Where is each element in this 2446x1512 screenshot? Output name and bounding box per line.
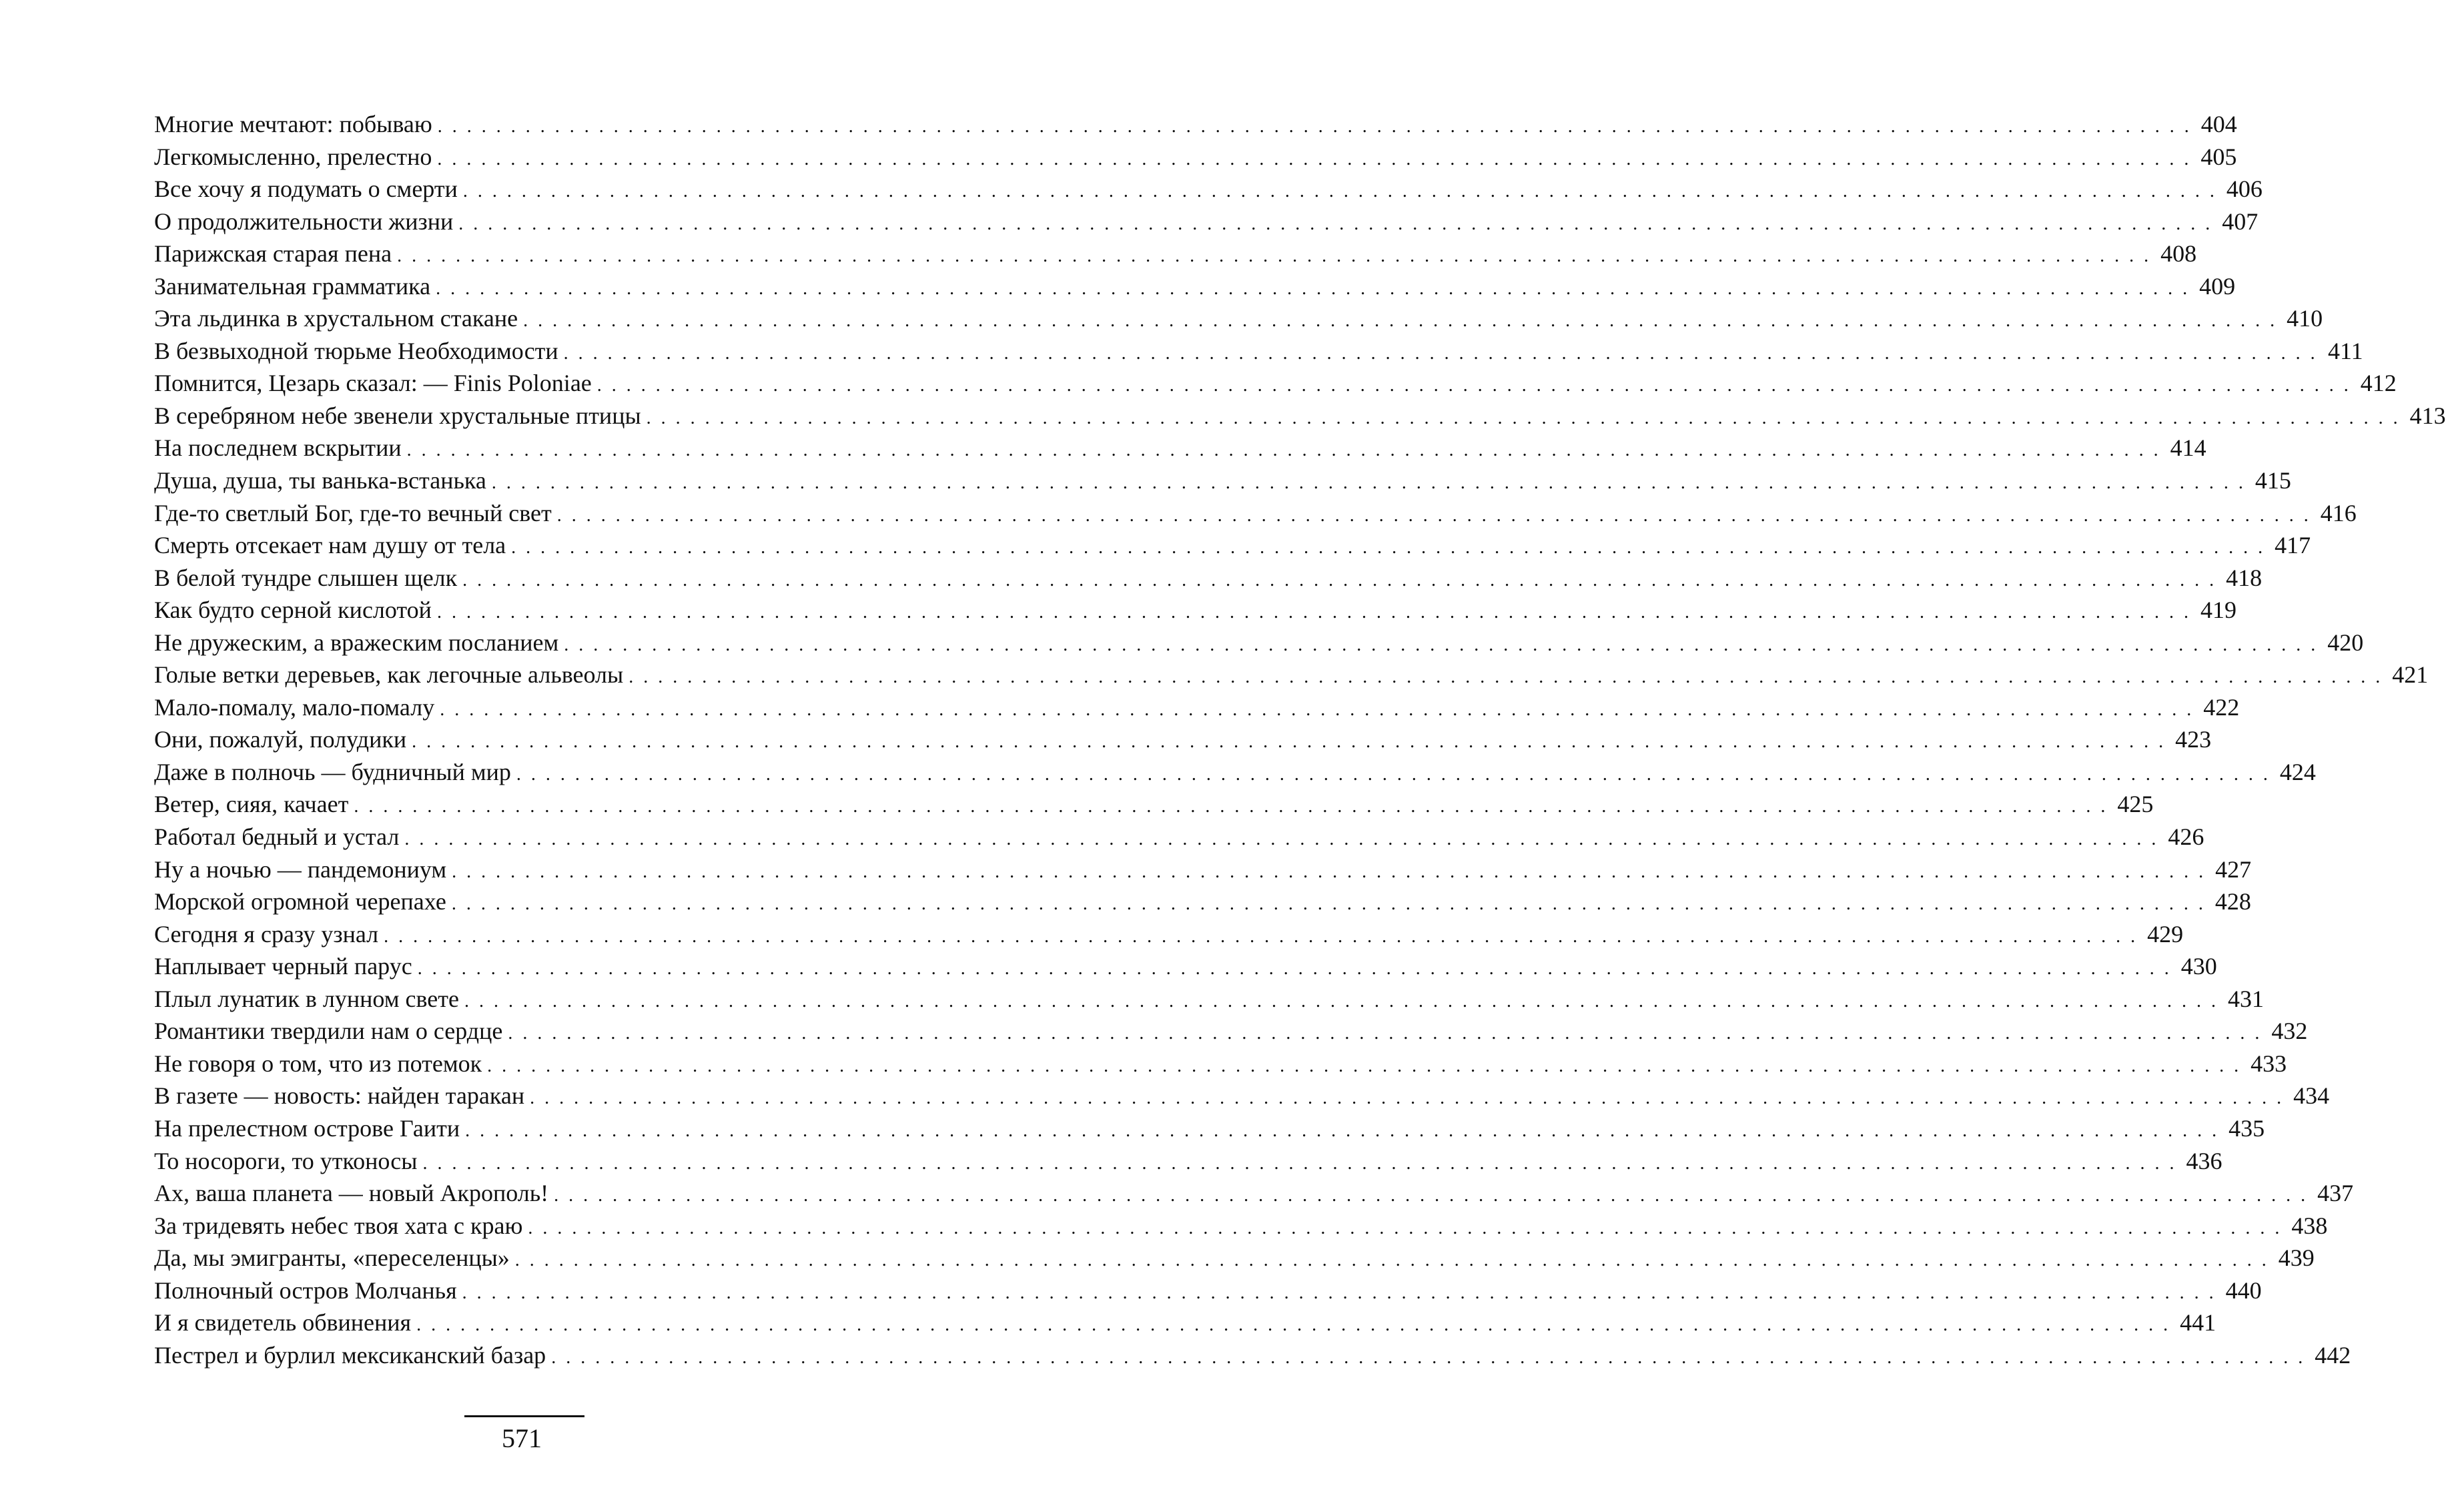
toc-dot-leader: . . . . . . . . . . . . . . . . . . . . . . . . . . . . . . . . . . . . . . . . . . . . . . . . . . . . . . . . . . . . . . . . . . . . . . . . . . . . . . . . . . . . . . . . . . . . . . . . . . . . . . . . . . . . . . . . . . . . . . . . (556, 504, 2311, 526)
toc-entry-title: Ну а ночью — пандемониум (154, 855, 447, 883)
toc-entry-page: 423 (2175, 726, 2212, 753)
toc-entry-title: О продолжительности жизни (154, 208, 454, 235)
toc-entry (154, 983, 2264, 1016)
toc-dot-leader: . . . . . . . . . . . . . . . . . . . . . . . . . . . . . . . . . . . . . . . . . . . . . . . . . . . . . . . . . . . . . . . . . . . . . . . . . . . . . . . . . . . . . . . . . . . . . . . . . . . . . . . . . . . . . . . . . . . . . . . . (523, 310, 2278, 332)
toc-dot-leader: . . . . . . . . . . . . . . . . . . . . . . . . . . . . . . . . . . . . . . . . . . . . . . . . . . . . . . . . . . . . . . . . . . . . . . . . . . . . . . . . . . . . . . . . . . . . . . . . . . . . . . . . . . . . . . . . . . . . . . . . (528, 1217, 2283, 1238)
footer-divider (464, 1415, 584, 1417)
toc-entry-title: Мало-помалу, мало-помалу (154, 693, 435, 721)
toc-entry (154, 885, 2251, 918)
toc-entry (154, 950, 2217, 983)
toc-entry-page: 426 (2168, 823, 2204, 851)
toc-entry (154, 1080, 2330, 1112)
toc-entry-title: Да, мы эмигранты, «переселенцы» (154, 1244, 510, 1272)
toc-dot-leader: . . . . . . . . . . . . . . . . . . . . . . . . . . . . . . . . . . . . . . . . . . . . . . . . . . . . . . . . . . . . . . . . . . . . . . . . . . . . . . . . . . . . . . . . . . . . . . . . . . . . . . . . . . . . . . . . . . . . . . . . (422, 1152, 2177, 1174)
toc-entry-title: Голые ветки деревьев, как легочные альвеолы (154, 661, 624, 689)
toc-entry (154, 756, 2316, 789)
toc-entry-page: 410 (2287, 305, 2323, 332)
toc-entry-page: 427 (2215, 855, 2252, 883)
toc-entry-page: 429 (2147, 920, 2184, 948)
toc-entry-page: 422 (2203, 693, 2240, 721)
toc-dot-leader: . . . . . . . . . . . . . . . . . . . . . . . . . . . . . . . . . . . . . . . . . . . . . . . . . . . . . . . . . . . . . . . . . . . . . . . . . . . . . . . . . . . . . . . . . . . . . . . . . . . . . . . . . . . . . . . . . . . . . . . . (629, 667, 2383, 688)
toc-entry (154, 627, 2364, 659)
toc-entry-page: 425 (2117, 791, 2154, 818)
toc-entry-page: 430 (2180, 953, 2217, 980)
toc-entry-page: 439 (2278, 1244, 2315, 1272)
toc-entry-title: Морской огромной черепахе (154, 888, 446, 915)
toc-entry (154, 173, 2263, 206)
toc-entry-title: Эта льдинка в хрустальном стакане (154, 305, 518, 332)
toc-entry (154, 659, 2429, 691)
toc-entry (154, 821, 2204, 853)
toc-dot-leader: . . . . . . . . . . . . . . . . . . . . . . . . . . . . . . . . . . . . . . . . . . . . . . . . . . . . . . . . . . . . . . . . . . . . . . . . . . . . . . . . . . . . . . . . . . . . . . . . . . . . . . . . . . . . . . . . . . . . . . . . (437, 148, 2192, 169)
toc-dot-leader: . . . . . . . . . . . . . . . . . . . . . . . . . . . . . . . . . . . . . . . . . . . . . . . . . . . . . . . . . . . . . . . . . . . . . . . . . . . . . . . . . . . . . . . . . . . . . . . . . . . . . . . . . . . . . . . . . . . . . . . . (440, 699, 2194, 720)
toc-entry (154, 464, 2291, 497)
toc-entry (154, 594, 2236, 627)
toc-entry (154, 529, 2311, 562)
toc-dot-leader: . . . . . . . . . . . . . . . . . . . . . . . . . . . . . . . . . . . . . . . . . . . . . . . . . . . . . . . . . . . . . . . . . . . . . . . . . . . . . . . . . . . . . . . . . . . . . . . . . . . . . . . . . . . . . . . . . . . . . . . . (462, 181, 2217, 202)
toc-entry-title: Ах, ваша планета — новый Акрополь! (154, 1180, 549, 1207)
toc-entry-page: 418 (2226, 564, 2263, 591)
toc-entry (154, 141, 2237, 173)
toc-entry-page: 431 (2227, 985, 2264, 1012)
toc-dot-leader: . . . . . . . . . . . . . . . . . . . . . . . . . . . . . . . . . . . . . . . . . . . . . . . . . . . . . . . . . . . . . . . . . . . . . . . . . . . . . . . . . . . . . . . . . . . . . . . . . . . . . . . . . . . . . . . . . . . . . . . . (530, 1088, 2285, 1109)
toc-entry-title: Занимательная грамматика (154, 272, 431, 300)
toc-dot-leader: . . . . . . . . . . . . . . . . . . . . . . . . . . . . . . . . . . . . . . . . . . . . . . . . . . . . . . . . . . . . . . . . . . . . . . . . . . . . . . . . . . . . . . . . . . . . . . . . . . . . . . . . . . . . . . . . . . . . . . . . (354, 796, 2108, 817)
toc-entry-page: 417 (2275, 532, 2311, 559)
toc-dot-leader: . . . . . . . . . . . . . . . . . . . . . . . . . . . . . . . . . . . . . . . . . . . . . . . . . . . . . . . . . . . . . . . . . . . . . . . . . . . . . . . . . . . . . . . . . . . . . . . . . . . . . . . . . . . . . . . . . . . . . . . . (491, 472, 2246, 494)
toc-entry-page: 416 (2320, 499, 2357, 526)
toc-entry-page: 434 (2293, 1082, 2330, 1110)
toc-entry (154, 108, 2237, 141)
toc-entry-title: Романтики твердили нам о сердце (154, 1018, 503, 1045)
toc-entry-title: Сегодня я сразу узнал (154, 920, 379, 948)
toc-dot-leader: . . . . . . . . . . . . . . . . . . . . . . . . . . . . . . . . . . . . . . . . . . . . . . . . . . . . . . . . . . . . . . . . . . . . . . . . . . . . . . . . . . . . . . . . . . . . . . . . . . . . . . . . . . . . . . . . . . . . . . . . (462, 1282, 2216, 1303)
toc-entry-title: В безвыходной тюрьме Необходимости (154, 337, 558, 364)
toc-entry-title: На последнем вскрытии (154, 434, 402, 462)
toc-entry-title: Как будто серной кислотой (154, 597, 432, 624)
toc-dot-leader: . . . . . . . . . . . . . . . . . . . . . . . . . . . . . . . . . . . . . . . . . . . . . . . . . . . . . . . . . . . . . . . . . . . . . . . . . . . . . . . . . . . . . . . . . . . . . . . . . . . . . . . . . . . . . . . . . . . . . . . . (436, 602, 2191, 623)
toc-entry-title: В белой тундре слышен щелк (154, 564, 458, 591)
toc-dot-leader: . . . . . . . . . . . . . . . . . . . . . . . . . . . . . . . . . . . . . . . . . . . . . . . . . . . . . . . . . . . . . . . . . . . . . . . . . . . . . . . . . . . . . . . . . . . . . . . . . . . . . . . . . . . . . . . . . . . . . . . . (563, 342, 2318, 364)
toc-entry-page: 428 (2214, 888, 2251, 915)
toc-entry (154, 270, 2236, 303)
toc-entry (154, 238, 2197, 270)
toc-entry (154, 1210, 2328, 1242)
toc-entry (154, 1112, 2265, 1145)
toc-dot-leader: . . . . . . . . . . . . . . . . . . . . . . . . . . . . . . . . . . . . . . . . . . . . . . . . . . . . . . . . . . . . . . . . . . . . . . . . . . . . . . . . . . . . . . . . . . . . . . . . . . . . . . . . . . . . . . . . . . . . . . . . (416, 1314, 2171, 1336)
toc-entry (154, 853, 2252, 886)
toc-entry (154, 1274, 2262, 1307)
toc-dot-leader: . . . . . . . . . . . . . . . . . . . . . . . . . . . . . . . . . . . . . . . . . . . . . . . . . . . . . . . . . . . . . . . . . . . . . . . . . . . . . . . . . . . . . . . . . . . . . . . . . . . . . . . . . . . . . . . . . . . . . . . . (436, 278, 2190, 299)
toc-dot-leader: . . . . . . . . . . . . . . . . . . . . . . . . . . . . . . . . . . . . . . . . . . . . . . . . . . . . . . . . . . . . . . . . . . . . . . . . . . . . . . . . . . . . . . . . . . . . . . . . . . . . . . . . . . . . . . . . . . . . . . . . (404, 829, 2159, 850)
toc-dot-leader: . . . . . . . . . . . . . . . . . . . . . . . . . . . . . . . . . . . . . . . . . . . . . . . . . . . . . . . . . . . . . . . . . . . . . . . . . . . . . . . . . . . . . . . . . . . . . . . . . . . . . . . . . . . . . . . . . . . . . . . . (646, 407, 2401, 428)
toc-entry-title: Все хочу я подумать о смерти (154, 175, 458, 203)
toc-entry-title: Даже в полночь — будничный мир (154, 758, 511, 785)
toc-entry-page: 436 (2186, 1147, 2222, 1174)
toc-entry-title: В серебряном небе звенели хрустальные птицы (154, 402, 641, 429)
toc-entry-title: На прелестном острове Гаити (154, 1114, 460, 1142)
toc-dot-leader: . . . . . . . . . . . . . . . . . . . . . . . . . . . . . . . . . . . . . . . . . . . . . . . . . . . . . . . . . . . . . . . . . . . . . . . . . . . . . . . . . . . . . . . . . . . . . . . . . . . . . . . . . . . . . . . . . . . . . . . . (596, 375, 2351, 396)
toc-entry (154, 1048, 2287, 1080)
toc-entry (154, 562, 2263, 595)
toc-entry-title: Ветер, сияя, качает (154, 791, 349, 818)
toc-entry-title: Многие мечтают: побываю (154, 111, 432, 137)
toc-entry-title: За тридевять небес твоя хата с краю (154, 1212, 523, 1239)
toc-entry (154, 1242, 2315, 1274)
toc-entry (154, 723, 2212, 756)
toc-entry-title: И я свидетель обвинения (154, 1309, 412, 1337)
toc-entry-title: То носороги, то утконосы (154, 1147, 418, 1174)
toc-dot-leader: . . . . . . . . . . . . . . . . . . . . . . . . . . . . . . . . . . . . . . . . . . . . . . . . . . . . . . . . . . . . . . . . . . . . . . . . . . . . . . . . . . . . . . . . . . . . . . . . . . . . . . . . . . . . . . . . . . . . . . . . (511, 537, 2266, 558)
toc-entry-title: В газете — новость: найден таракан (154, 1082, 525, 1110)
toc-dot-leader: . . . . . . . . . . . . . . . . . . . . . . . . . . . . . . . . . . . . . . . . . . . . . . . . . . . . . . . . . . . . . . . . . . . . . . . . . . . . . . . . . . . . . . . . . . . . . . . . . . . . . . . . . . . . . . . . . . . . . . . . (451, 893, 2206, 915)
toc-entry (154, 1306, 2216, 1339)
toc-dot-leader: . . . . . . . . . . . . . . . . . . . . . . . . . . . . . . . . . . . . . . . . . . . . . . . . . . . . . . . . . . . . . . . . . . . . . . . . . . . . . . . . . . . . . . . . . . . . . . . . . . . . . . . . . . . . . . . . . . . . . . . . (384, 925, 2138, 947)
toc-dot-leader: . . . . . . . . . . . . . . . . . . . . . . . . . . . . . . . . . . . . . . . . . . . . . . . . . . . . . . . . . . . . . . . . . . . . . . . . . . . . . . . . . . . . . . . . . . . . . . . . . . . . . . . . . . . . . . . . . . . . . . . . (417, 958, 2172, 980)
toc-entry-title: Плыл лунатик в лунном свете (154, 985, 459, 1012)
toc-entry-title: Наплывает черный парус (154, 953, 412, 980)
toc-entry-page: 409 (2199, 272, 2236, 300)
toc-entry-title: Полночный остров Молчанья (154, 1276, 457, 1304)
toc-entry (154, 432, 2206, 464)
table-of-contents (154, 108, 2446, 1371)
toc-dot-leader: . . . . . . . . . . . . . . . . . . . . . . . . . . . . . . . . . . . . . . . . . . . . . . . . . . . . . . . . . . . . . . . . . . . . . . . . . . . . . . . . . . . . . . . . . . . . . . . . . . . . . . . . . . . . . . . . . . . . . . . . (437, 116, 2192, 137)
toc-entry-page: 424 (2279, 758, 2316, 785)
toc-dot-leader: . . . . . . . . . . . . . . . . . . . . . . . . . . . . . . . . . . . . . . . . . . . . . . . . . . . . . . . . . . . . . . . . . . . . . . . . . . . . . . . . . . . . . . . . . . . . . . . . . . . . . . . . . . . . . . . . . . . . . . . . (464, 990, 2218, 1012)
toc-entry (154, 788, 2154, 821)
page-number: 571 (502, 1423, 542, 1453)
toc-entry-page: 433 (2251, 1050, 2287, 1077)
toc-entry-page: 442 (2315, 1341, 2351, 1369)
toc-entry-page: 406 (2226, 175, 2263, 203)
toc-entry-page: 414 (2170, 434, 2206, 462)
toc-entry (154, 302, 2323, 335)
toc-entry (154, 335, 2363, 368)
toc-dot-leader: . . . . . . . . . . . . . . . . . . . . . . . . . . . . . . . . . . . . . . . . . . . . . . . . . . . . . . . . . . . . . . . . . . . . . . . . . . . . . . . . . . . . . . . . . . . . . . . . . . . . . . . . . . . . . . . . . . . . . . . . (465, 1120, 2220, 1141)
toc-entry-page: 404 (2200, 111, 2237, 137)
toc-entry (154, 1145, 2222, 1178)
toc-entry-title: Смерть отсекает нам душу от тела (154, 532, 506, 559)
toc-entry-page: 435 (2228, 1114, 2265, 1142)
toc-entry (154, 918, 2184, 951)
toc-entry (154, 497, 2357, 530)
toc-dot-leader: . . . . . . . . . . . . . . . . . . . . . . . . . . . . . . . . . . . . . . . . . . . . . . . . . . . . . . . . . . . . . . . . . . . . . . . . . . . . . . . . . . . . . . . . . . . . . . . . . . . . . . . . . . . . . . . . . . . . . . . . (412, 731, 2166, 753)
toc-entry (154, 691, 2240, 724)
toc-entry-title: Помнится, Цезарь сказал: — Finis Poloniae (154, 370, 592, 397)
toc-entry-page: 438 (2291, 1212, 2328, 1239)
toc-entry-title: Не дружеским, а вражеским посланием (154, 629, 559, 656)
toc-entry (154, 1015, 2308, 1048)
toc-entry-page: 419 (2200, 597, 2236, 624)
toc-dot-leader: . . . . . . . . . . . . . . . . . . . . . . . . . . . . . . . . . . . . . . . . . . . . . . . . . . . . . . . . . . . . . . . . . . . . . . . . . . . . . . . . . . . . . . . . . . . . . . . . . . . . . . . . . . . . . . . . . . . . . . . . (397, 246, 2152, 267)
toc-entry-page: 413 (2409, 402, 2446, 429)
toc-entry (154, 1177, 2354, 1210)
toc-dot-leader: . . . . . . . . . . . . . . . . . . . . . . . . . . . . . . . . . . . . . . . . . . . . . . . . . . . . . . . . . . . . . . . . . . . . . . . . . . . . . . . . . . . . . . . . . . . . . . . . . . . . . . . . . . . . . . . . . . . . . . . . (452, 861, 2206, 882)
toc-entry-title: Не говоря о том, что из потемок (154, 1050, 482, 1077)
toc-entry-title: Работал бедный и устал (154, 823, 400, 851)
toc-entry-page: 437 (2317, 1180, 2354, 1207)
toc-dot-leader: . . . . . . . . . . . . . . . . . . . . . . . . . . . . . . . . . . . . . . . . . . . . . . . . . . . . . . . . . . . . . . . . . . . . . . . . . . . . . . . . . . . . . . . . . . . . . . . . . . . . . . . . . . . . . . . . . . . . . . . . (458, 213, 2213, 234)
toc-entry-page: 432 (2271, 1018, 2308, 1045)
toc-entry-page: 421 (2392, 661, 2429, 689)
toc-entry-title: Они, пожалуй, полудики (154, 726, 407, 753)
toc-entry-title: Пестрел и бурлил мексиканский базар (154, 1341, 546, 1369)
toc-entry-page: 415 (2255, 467, 2291, 494)
toc-dot-leader: . . . . . . . . . . . . . . . . . . . . . . . . . . . . . . . . . . . . . . . . . . . . . . . . . . . . . . . . . . . . . . . . . . . . . . . . . . . . . . . . . . . . . . . . . . . . . . . . . . . . . . . . . . . . . . . . . . . . . . . . (508, 1023, 2263, 1044)
toc-entry-title: Душа, душа, ты ванька-встанька (154, 467, 486, 494)
toc-entry-page: 420 (2327, 629, 2364, 656)
toc-dot-leader: . . . . . . . . . . . . . . . . . . . . . . . . . . . . . . . . . . . . . . . . . . . . . . . . . . . . . . . . . . . . . . . . . . . . . . . . . . . . . . . . . . . . . . . . . . . . . . . . . . . . . . . . . . . . . . . . . . . . . . . . (516, 763, 2271, 785)
toc-entry-title: Парижская старая пена (154, 240, 392, 268)
toc-dot-leader: . . . . . . . . . . . . . . . . . . . . . . . . . . . . . . . . . . . . . . . . . . . . . . . . . . . . . . . . . . . . . . . . . . . . . . . . . . . . . . . . . . . . . . . . . . . . . . . . . . . . . . . . . . . . . . . . . . . . . . . . (551, 1347, 2306, 1368)
toc-entry-page: 407 (2222, 208, 2259, 235)
toc-entry-page: 440 (2225, 1276, 2262, 1304)
toc-dot-leader: . . . . . . . . . . . . . . . . . . . . . . . . . . . . . . . . . . . . . . . . . . . . . . . . . . . . . . . . . . . . . . . . . . . . . . . . . . . . . . . . . . . . . . . . . . . . . . . . . . . . . . . . . . . . . . . . . . . . . . . . (564, 634, 2319, 655)
toc-dot-leader: . . . . . . . . . . . . . . . . . . . . . . . . . . . . . . . . . . . . . . . . . . . . . . . . . . . . . . . . . . . . . . . . . . . . . . . . . . . . . . . . . . . . . . . . . . . . . . . . . . . . . . . . . . . . . . . . . . . . . . . . (406, 440, 2161, 461)
toc-dot-leader: . . . . . . . . . . . . . . . . . . . . . . . . . . . . . . . . . . . . . . . . . . . . . . . . . . . . . . . . . . . . . . . . . . . . . . . . . . . . . . . . . . . . . . . . . . . . . . . . . . . . . . . . . . . . . . . . . . . . . . . . (462, 569, 2217, 591)
toc-entry-title: Легкомысленно, прелестно (154, 143, 432, 170)
toc-entry (154, 367, 2397, 400)
toc-entry-page: 405 (2200, 143, 2237, 170)
toc-entry (154, 1339, 2351, 1372)
toc-entry-page: 411 (2328, 337, 2363, 364)
toc-entry-page: 412 (2360, 370, 2397, 397)
toc-entry-title: Где-то светлый Бог, где-то вечный свет (154, 499, 552, 526)
toc-dot-leader: . . . . . . . . . . . . . . . . . . . . . . . . . . . . . . . . . . . . . . . . . . . . . . . . . . . . . . . . . . . . . . . . . . . . . . . . . . . . . . . . . . . . . . . . . . . . . . . . . . . . . . . . . . . . . . . . . . . . . . . . (554, 1185, 2309, 1206)
toc-dot-leader: . . . . . . . . . . . . . . . . . . . . . . . . . . . . . . . . . . . . . . . . . . . . . . . . . . . . . . . . . . . . . . . . . . . . . . . . . . . . . . . . . . . . . . . . . . . . . . . . . . . . . . . . . . . . . . . . . . . . . . . . (487, 1055, 2242, 1076)
toc-entry-page: 441 (2180, 1309, 2216, 1337)
toc-dot-leader: . . . . . . . . . . . . . . . . . . . . . . . . . . . . . . . . . . . . . . . . . . . . . . . . . . . . . . . . . . . . . . . . . . . . . . . . . . . . . . . . . . . . . . . . . . . . . . . . . . . . . . . . . . . . . . . . . . . . . . . . (514, 1250, 2269, 1271)
toc-entry (154, 400, 2446, 432)
toc-entry (154, 206, 2259, 238)
toc-entry-page: 408 (2160, 240, 2197, 268)
